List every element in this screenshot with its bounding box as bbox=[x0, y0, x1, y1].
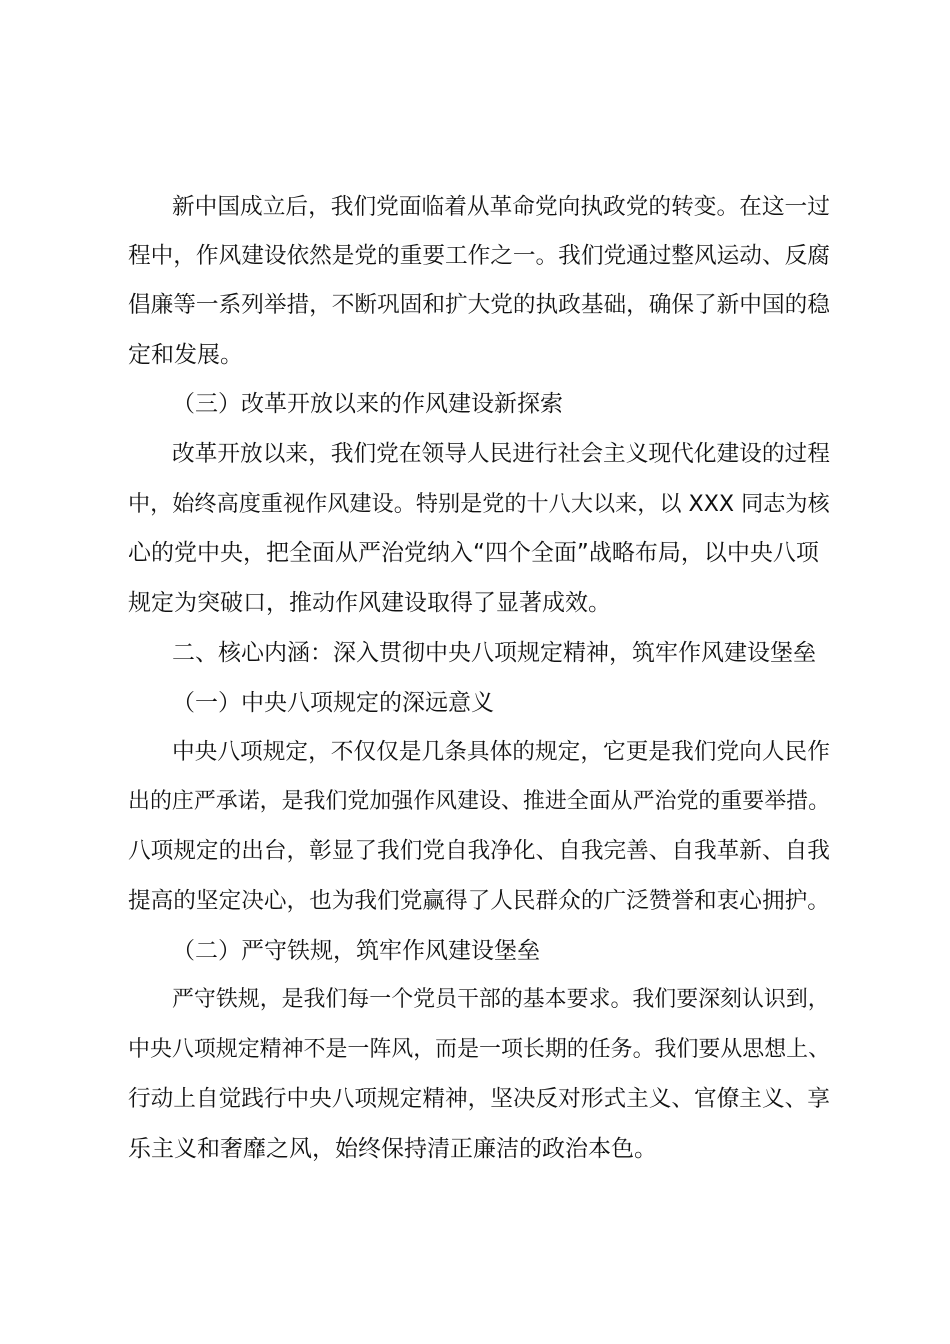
section-heading: （二）严守铁规，筑牢作风建设堡垒 bbox=[172, 938, 540, 964]
paragraph-line: 中央八项规定精神不是一阵风，而是一项长期的任务。我们要从思想上、 bbox=[128, 1037, 831, 1062]
paragraph-line: 心的党中央，把全面从严治党纳入“四个全面”战略布局，以中央八项 bbox=[128, 540, 819, 566]
paragraph-line: 新中国成立后，我们党面临着从革命党向执政党的转变。在这一过 bbox=[172, 194, 830, 220]
paragraph-line: 八项规定的出台，彰显了我们党自我净化、自我完善、自我革新、自我 bbox=[128, 838, 830, 864]
paragraph-line: 出的庄严承诺，是我们党加强作风建设、推进全面从严治党的重要举措。 bbox=[128, 789, 831, 814]
paragraph-line: 程中，作风建设依然是党的重要工作之一。我们党通过整风运动、反腐 bbox=[128, 243, 830, 269]
section-heading: （一）中央八项规定的深远意义 bbox=[172, 690, 494, 716]
paragraph-line: 改革开放以来，我们党在领导人民进行社会主义现代化建设的过程 bbox=[172, 441, 830, 467]
paragraph-line: 乐主义和奢靡之风，始终保持清正廉洁的政治本色。 bbox=[128, 1136, 657, 1162]
paragraph-line: 中央八项规定，不仅仅是几条具体的规定，它更是我们党向人民作 bbox=[172, 739, 830, 765]
chapter-heading: 二、核心内涵：深入贯彻中央八项规定精神，筑牢作风建设堡垒 bbox=[172, 640, 816, 666]
paragraph-line: 规定为突破口，推动作风建设取得了显著成效。 bbox=[128, 590, 611, 616]
paragraph-line: 中，始终高度重视作风建设。特别是党的十八大以来，以 XXX 同志为核 bbox=[128, 491, 830, 517]
paragraph-line: 行动上自觉践行中央八项规定精神，坚决反对形式主义、官僚主义、享 bbox=[128, 1086, 830, 1112]
paragraph-line: 严守铁规，是我们每一个党员干部的基本要求。我们要深刻认识到， bbox=[172, 987, 830, 1012]
paragraph-line: 提高的坚定决心，也为我们党赢得了人民群众的广泛赞誉和衷心拥护。 bbox=[128, 888, 830, 914]
paragraph-line: 定和发展。 bbox=[128, 342, 243, 368]
section-heading: （三）改革开放以来的作风建设新探索 bbox=[172, 391, 563, 417]
paragraph-line: 倡廉等一系列举措，不断巩固和扩大党的执政基础，确保了新中国的稳 bbox=[128, 292, 830, 318]
